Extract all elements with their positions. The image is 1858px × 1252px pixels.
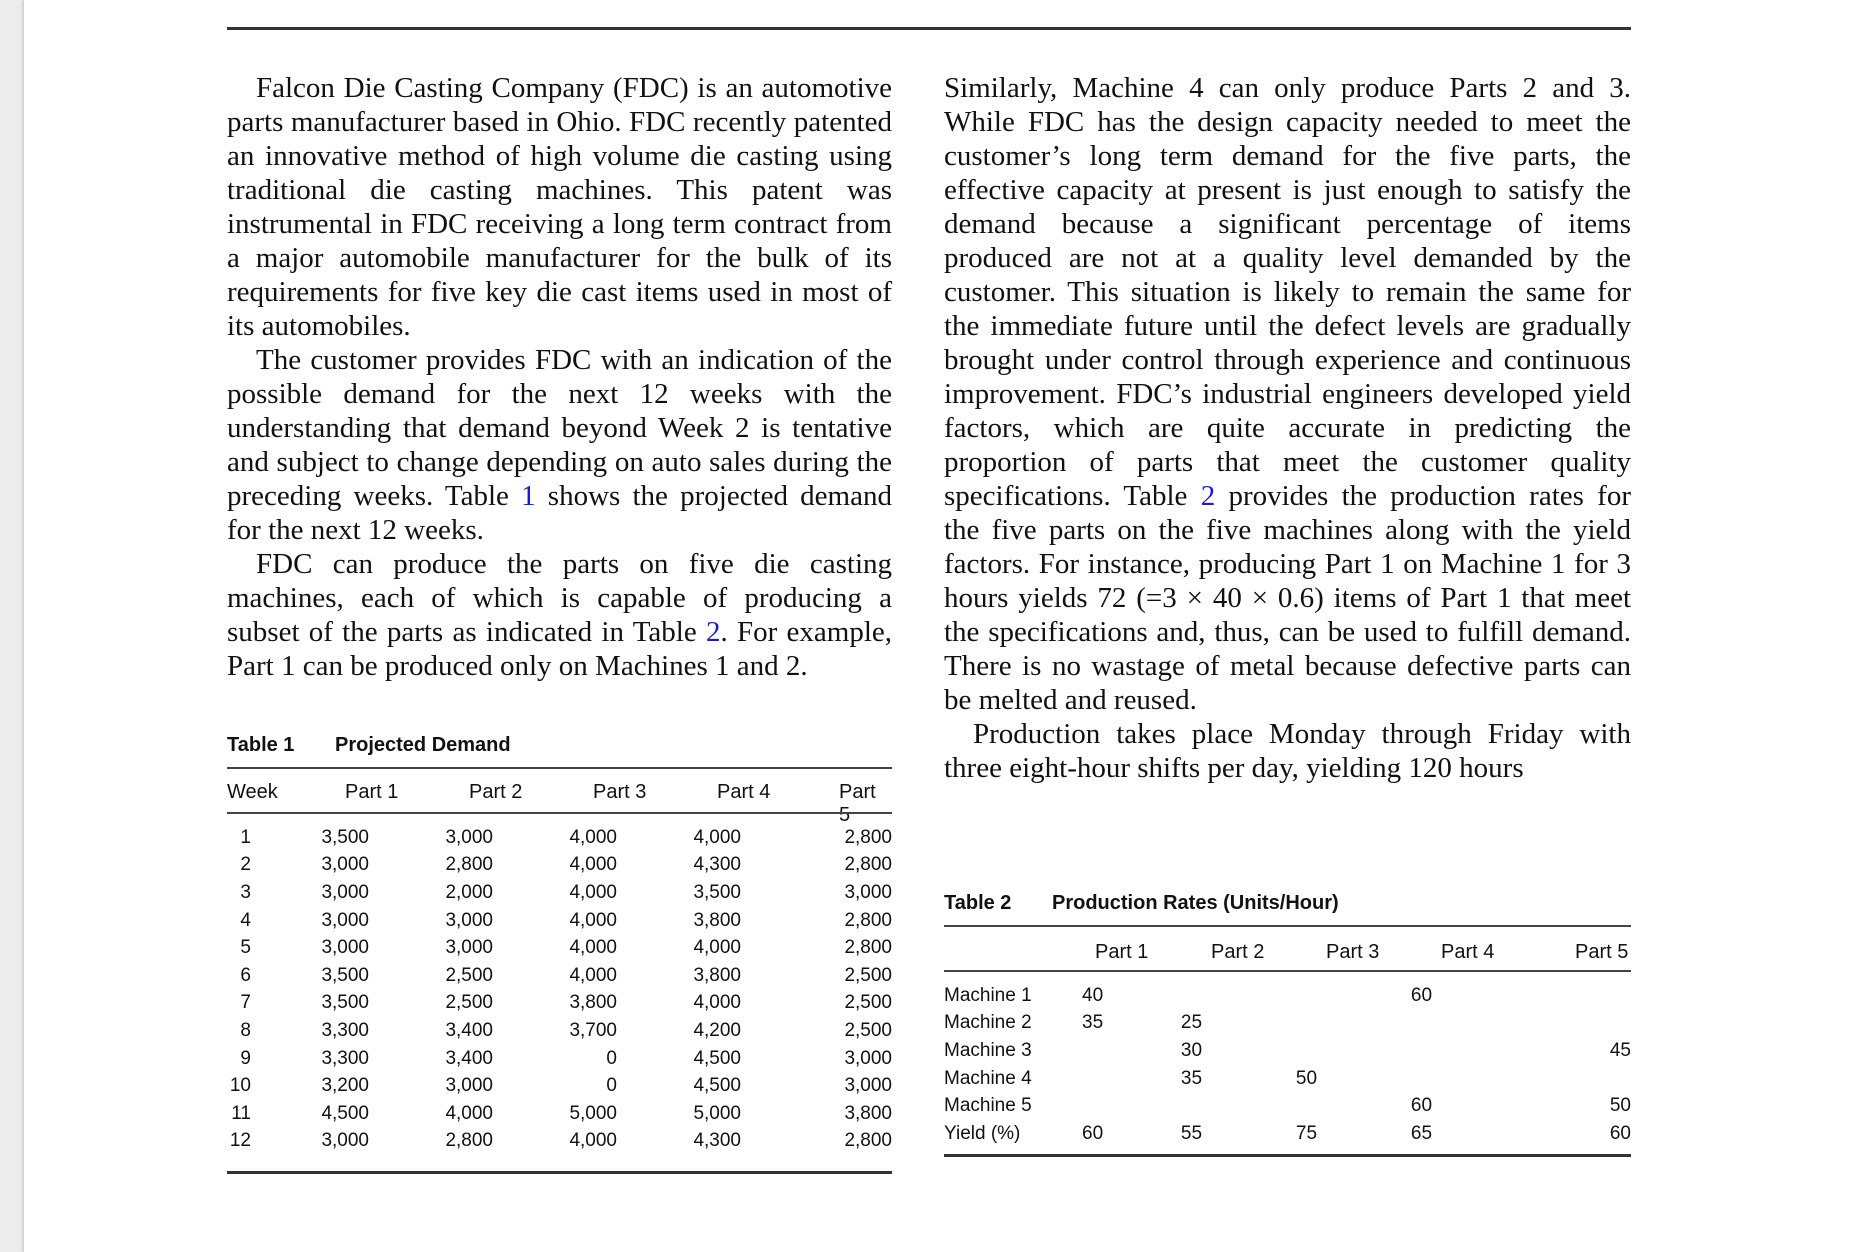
week-cell: 2 (240, 854, 251, 876)
week-cell: 1 (240, 826, 251, 848)
table-1-header-part5: Part 5 (839, 781, 876, 826)
paragraph-5: Production takes place Monday through Friday with three eight-hour shifts per day, yielding 120 hours (944, 718, 1631, 784)
table-1-body (227, 824, 892, 1155)
table-row (227, 1072, 892, 1100)
week-cell: 11 (231, 1102, 251, 1124)
table-1-header-rule (227, 812, 892, 814)
table-1-bottom-rule (227, 1171, 892, 1174)
week-cell: 12 (229, 1130, 251, 1152)
part4-demand-cell: 4,000 (693, 826, 741, 848)
part2-rate-cell: 25 (1180, 1012, 1203, 1034)
table-row (227, 879, 892, 907)
table-2-header-rule (944, 970, 1631, 972)
table-row (944, 1092, 1631, 1120)
table-row (227, 1100, 892, 1128)
part1-demand-cell: 3,300 (321, 1019, 369, 1041)
part2-demand-cell: 3,400 (445, 1019, 493, 1041)
part4-demand-cell: 3,800 (693, 909, 741, 931)
table-1-header-part2: Part 2 (469, 781, 523, 803)
paragraph-4 (944, 71, 1631, 717)
part5-demand-cell: 2,800 (844, 937, 892, 959)
part4-rate-cell (1364, 1037, 1479, 1065)
part2-demand-cell: 2,500 (445, 992, 493, 1014)
part5-demand-cell: 2,800 (844, 909, 892, 931)
table-1 (227, 720, 892, 1180)
part1-demand-cell: 3,200 (321, 1075, 369, 1097)
part2-rate-cell (1134, 982, 1249, 1010)
header-rule (227, 27, 1631, 30)
part1-demand-cell: 3,500 (321, 826, 369, 848)
table-1-header-part3: Part 3 (593, 781, 647, 803)
part2-demand-cell: 3,000 (445, 937, 493, 959)
part2-demand-cell: 2,800 (445, 1130, 493, 1152)
part4-demand-cell: 4,300 (693, 854, 741, 876)
table-2-header-part4: Part 4 (1441, 941, 1495, 963)
table-row (227, 962, 892, 990)
table-2 (944, 878, 1631, 1188)
part3-demand-cell: 4,000 (569, 909, 617, 931)
paragraph-3-text-a: FDC can produce the parts on five die casting machines, each of which is capable of producing a subset of the parts as indicated in Table (227, 548, 892, 648)
part4-rate-cell: 60 (1410, 984, 1433, 1006)
table-2-header-part3: Part 3 (1326, 941, 1380, 963)
row-label-cell: Yield (%) (944, 1122, 1021, 1144)
part3-rate-cell (1249, 1010, 1364, 1038)
table-2-bottom-rule (944, 1154, 1631, 1157)
part5-demand-cell: 2,500 (844, 1019, 892, 1041)
table-row (227, 907, 892, 935)
row-label-cell: Machine 3 (944, 1039, 1032, 1061)
table-2-title: Production Rates (Units/Hour) (1052, 892, 1339, 914)
table-row (227, 1017, 892, 1045)
part3-rate-cell: 75 (1295, 1122, 1318, 1144)
part5-demand-cell: 2,500 (844, 992, 892, 1014)
part4-rate-cell: 65 (1410, 1122, 1433, 1144)
table-1-top-rule (227, 767, 892, 769)
table-row (944, 1037, 1631, 1065)
part3-demand-cell: 4,000 (569, 964, 617, 986)
part2-demand-cell: 3,000 (445, 826, 493, 848)
table-row (944, 1120, 1631, 1148)
part4-rate-cell (1364, 1010, 1479, 1038)
part1-demand-cell: 4,500 (321, 1102, 369, 1124)
row-label-cell: Machine 5 (944, 1095, 1032, 1117)
table-1-header-part1: Part 1 (345, 781, 399, 803)
part2-rate-cell (1134, 1092, 1249, 1120)
part2-demand-cell: 2,000 (445, 881, 493, 903)
part5-rate-cell (1479, 982, 1631, 1010)
part5-demand-cell: 2,500 (844, 964, 892, 986)
paragraph-2 (227, 343, 892, 547)
part3-demand-cell: 4,000 (569, 937, 617, 959)
week-cell: 7 (240, 992, 251, 1014)
part1-rate-cell (1064, 1092, 1134, 1120)
week-cell: 10 (229, 1075, 251, 1097)
part4-demand-cell: 5,000 (693, 1102, 741, 1124)
part3-demand-cell: 3,800 (569, 992, 617, 1014)
paragraph-1: Falcon Die Casting Company (FDC) is an automotive parts manufacturer based in Ohio. FDC recently patented an innovative method of high volume die casting using traditional die casting machines. This patent was instrumental in FDC receiving a long term contract from a major automobile manufacturer for the bulk of its requirements for five key die cast items used in most of its automobiles. (227, 72, 892, 342)
part3-demand-cell: 4,000 (569, 881, 617, 903)
row-label-cell: Machine 1 (944, 984, 1032, 1006)
row-label-cell: Machine 4 (944, 1067, 1032, 1089)
paragraph-3-text-b: . For example, Part 1 can be produced only on Machines 1 and 2. (227, 616, 892, 682)
part1-demand-cell: 3,300 (321, 1047, 369, 1069)
table-row (227, 824, 892, 852)
part1-rate-cell: 60 (1082, 1122, 1104, 1144)
part5-demand-cell: 3,800 (844, 1102, 892, 1124)
part1-rate-cell: 35 (1082, 1012, 1104, 1034)
part2-rate-cell: 35 (1180, 1067, 1203, 1089)
part4-demand-cell: 3,800 (693, 964, 741, 986)
part2-demand-cell: 2,800 (445, 854, 493, 876)
part1-demand-cell: 3,500 (321, 992, 369, 1014)
row-label-cell: Machine 2 (944, 1012, 1032, 1034)
paragraph-2-text-a: The customer provides FDC with an indication of the possible demand for the next 12 weeks with the understanding that demand beyond Week 2 is tentative and subject to change depending on auto sales during the preceding weeks. Table (227, 344, 892, 512)
table-2-body (944, 982, 1631, 1148)
part5-demand-cell: 2,800 (844, 854, 892, 876)
table-1-reference-link[interactable]: 1 (521, 480, 536, 512)
part3-demand-cell: 4,000 (569, 854, 617, 876)
table-row (227, 1045, 892, 1073)
right-column (944, 71, 1631, 785)
table-2-reference-link-2[interactable]: 2 (1200, 480, 1216, 512)
table-2-header-part2: Part 2 (1211, 941, 1265, 963)
part4-demand-cell: 4,300 (693, 1130, 741, 1152)
table-row (227, 1128, 892, 1156)
table-1-header-part4: Part 4 (717, 781, 771, 803)
part3-demand-cell: 4,000 (569, 1130, 617, 1152)
part3-rate-cell (1249, 1037, 1364, 1065)
part1-demand-cell: 3,000 (321, 1130, 369, 1152)
part3-rate-cell: 50 (1295, 1067, 1318, 1089)
part2-demand-cell: 3,000 (445, 1075, 493, 1097)
table-row (227, 990, 892, 1018)
table-row (944, 982, 1631, 1010)
part5-rate-cell: 50 (1609, 1095, 1631, 1117)
table-1-label: Table 1 (227, 734, 295, 756)
part5-demand-cell: 3,000 (844, 1075, 892, 1097)
table-2-caption (944, 892, 1339, 915)
part5-rate-cell: 45 (1609, 1039, 1631, 1061)
table-2-top-rule (944, 925, 1631, 927)
paragraph-4-text-b: provides the production rates for the five parts on the five machines along with the yield factors. For instance, producing Part 1 on Machine 1 for 3 hours yields 72 (=3 × 40 × 0.6) items of Part 1 that meet the specifications and, thus, can be used to fulfill demand. There is no wastage of metal because defective parts can be melted and reused. (944, 480, 1631, 716)
part1-demand-cell: 3,000 (321, 909, 369, 931)
part5-demand-cell: 2,800 (844, 1130, 892, 1152)
part5-demand-cell: 3,000 (844, 881, 892, 903)
part5-demand-cell: 2,800 (844, 826, 892, 848)
table-1-header-week: Week (227, 781, 278, 803)
table-2-reference-link[interactable]: 2 (705, 616, 721, 648)
part1-demand-cell: 3,000 (321, 854, 369, 876)
paragraph-2-text-b: shows the projected demand for the next 12 weeks. (227, 480, 892, 546)
table-1-title: Projected Demand (335, 734, 511, 756)
table-row (227, 852, 892, 880)
part2-rate-cell: 30 (1180, 1039, 1203, 1061)
part4-rate-cell: 60 (1410, 1095, 1433, 1117)
part5-demand-cell: 3,000 (844, 1047, 892, 1069)
part3-demand-cell: 0 (606, 1075, 617, 1097)
week-cell: 4 (240, 909, 251, 931)
part5-rate-cell (1479, 1010, 1631, 1038)
part1-demand-cell: 3,000 (321, 881, 369, 903)
part2-rate-cell: 55 (1180, 1122, 1203, 1144)
week-cell: 3 (240, 881, 251, 903)
week-cell: 8 (240, 1019, 251, 1041)
part2-demand-cell: 2,500 (445, 964, 493, 986)
part2-demand-cell: 3,400 (445, 1047, 493, 1069)
part5-rate-cell: 60 (1609, 1122, 1631, 1144)
part4-demand-cell: 3,500 (693, 881, 741, 903)
left-column (227, 71, 892, 683)
part3-demand-cell: 5,000 (569, 1102, 617, 1124)
part3-rate-cell (1249, 1092, 1364, 1120)
part1-demand-cell: 3,500 (321, 964, 369, 986)
part3-demand-cell: 4,000 (569, 826, 617, 848)
week-cell: 6 (240, 964, 251, 986)
table-2-label: Table 2 (944, 892, 1012, 914)
part5-rate-cell (1479, 1065, 1631, 1093)
table-1-caption (227, 734, 511, 757)
part4-demand-cell: 4,200 (693, 1019, 741, 1041)
part4-demand-cell: 4,500 (693, 1047, 741, 1069)
part3-rate-cell (1249, 982, 1364, 1010)
week-cell: 9 (240, 1047, 251, 1069)
table-row (944, 1010, 1631, 1038)
part2-demand-cell: 4,000 (445, 1102, 493, 1124)
part1-rate-cell (1064, 1037, 1134, 1065)
part4-demand-cell: 4,500 (693, 1075, 741, 1097)
part3-demand-cell: 0 (606, 1047, 617, 1069)
part4-rate-cell (1364, 1065, 1479, 1093)
part4-demand-cell: 4,000 (693, 937, 741, 959)
table-2-header-part1: Part 1 (1095, 941, 1149, 963)
paragraph-3 (227, 547, 892, 683)
part4-demand-cell: 4,000 (693, 992, 741, 1014)
part2-demand-cell: 3,000 (445, 909, 493, 931)
table-row (227, 934, 892, 962)
table-2-header-part5: Part 5 (1575, 941, 1629, 963)
part3-demand-cell: 3,700 (569, 1019, 617, 1041)
part1-demand-cell: 3,000 (321, 937, 369, 959)
part1-rate-cell (1064, 1065, 1134, 1093)
week-cell: 5 (240, 937, 251, 959)
part1-rate-cell: 40 (1082, 984, 1104, 1006)
table-row (944, 1065, 1631, 1093)
paragraph-4-text-a: Similarly, Machine 4 can only produce Parts 2 and 3. While FDC has the design capacity needed to meet the customer’s long term demand for the five parts, the effective capacity at present is just enough to satisfy the demand because a significant percentage of items produced are not at a quality level demanded by the customer. This situation is likely to remain the same for the immediate future until the defect levels are gradually brought under control through experience and continuous improvement. FDC’s industrial engineers developed yield factors, which are quite accurate in predicting the proportion of parts that meet the customer quality specifications. Table (944, 72, 1631, 512)
